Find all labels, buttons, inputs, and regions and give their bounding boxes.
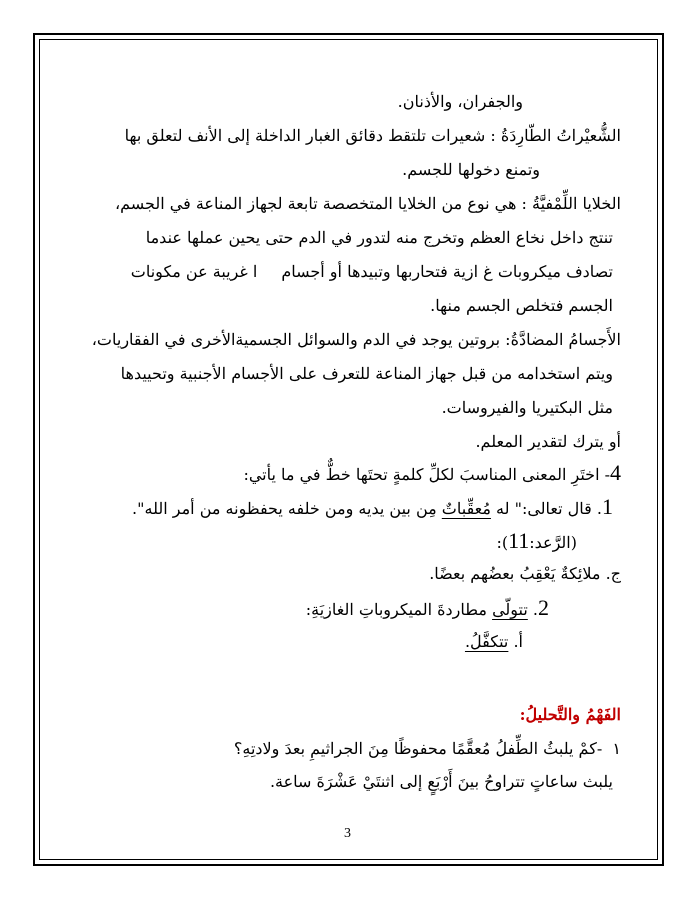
question-text: - اختَرِ المعنى المناسبَ لكلِّ كلمةٍ تحتَها خطٌّ في ما يأتي: [243,465,610,484]
item-suffix: مِن بين يديه ومن خلفه يحفظونه من أمر الله". [132,499,437,518]
page-number: 3 [344,826,351,841]
answer-line [465,632,523,651]
section-title: الفَهْمُ والتَّحليلُ: [519,705,621,724]
underlined-word: تتكفَّلُ. [464,632,509,651]
item-number: 1 [602,494,613,519]
question-item-1 [132,494,613,520]
text-line: ويتم استخدامه من قبل جهاز المناعة للتعرف على الأجسام الأجنبية وتحييدها [120,364,613,383]
text-line: أو يترك لتقدير المعلم. [475,432,621,451]
question-item-2 [306,595,549,621]
question-number: ١ [612,739,621,758]
text-line: الشُّعيْراتُ الطّارِدَةُ : شعيرات تلتقط دقائق الغبار الداخلة إلى الأنف لتعلق بها [124,126,621,145]
answer-line: ج. ملائِكةٌ يَعْقِبُ بعضُهم بعضًا. [429,564,621,583]
text-line: الأَجسامُ المضادَّةُ: بروتين يوجد في الدم والسوائل الجسميةالأخرى في الفقاريات، [91,330,621,349]
answer-line: يلبث ساعاتٍ تتراوحُ بينَ أَرْبَعٍ إلى اثنتَيْ عَشْرَةَ ساعة. [269,772,613,791]
underlined-word: تتولّى [492,600,528,619]
text-line: مثل البكتيريا والفيروسات. [441,398,613,417]
question-text: -كمْ يلبثُ الطِّفلُ مُعقَّمًا محفوظًا مِنَ الجراثيمِ بعدَ ولادتِهِ؟ [233,739,603,758]
question-number: 4 [610,460,621,485]
text-line [131,262,613,281]
reference-number: 11 [508,528,530,553]
text-line: وتمنع دخولها للجسم. [402,160,540,179]
question-4 [243,460,621,486]
text-line: الخلايا اللِّمْفيَّةُ : هي نوع من الخلايا المتخصصة تابعة لجهاز المناعة في الجسم، [114,194,621,213]
item-number: 2 [538,595,549,620]
item-dot: . [527,600,538,619]
reference-open: (الرَّعد: [529,533,577,552]
item-prefix: . قال تعالى:" له [496,499,602,518]
answer-prefix: أ. [508,632,523,651]
item-suffix: مطاردةَ الميكروباتِ الغازيَةِ: [305,600,487,619]
text-segment: تصادف ميكروبات غ ازية فتحاربها وتبيدها أو أجسام [281,262,613,281]
comprehension-question-1 [234,739,621,758]
document-body [40,40,657,859]
text-line: تنتج داخل نخاع العظم وتخرج منه لتدور في الدم حتى يحين عملها عندما [145,228,613,247]
underlined-word: مُعقِّباتٌ [441,499,491,518]
text-line: والجفران، والأذنان. [397,92,523,111]
text-line: الجسم فتخلص الجسم منها. [430,296,613,315]
text-segment: ا غريبة عن مكونات [130,262,258,281]
reference-close: ): [496,533,509,552]
verse-reference [496,528,577,554]
